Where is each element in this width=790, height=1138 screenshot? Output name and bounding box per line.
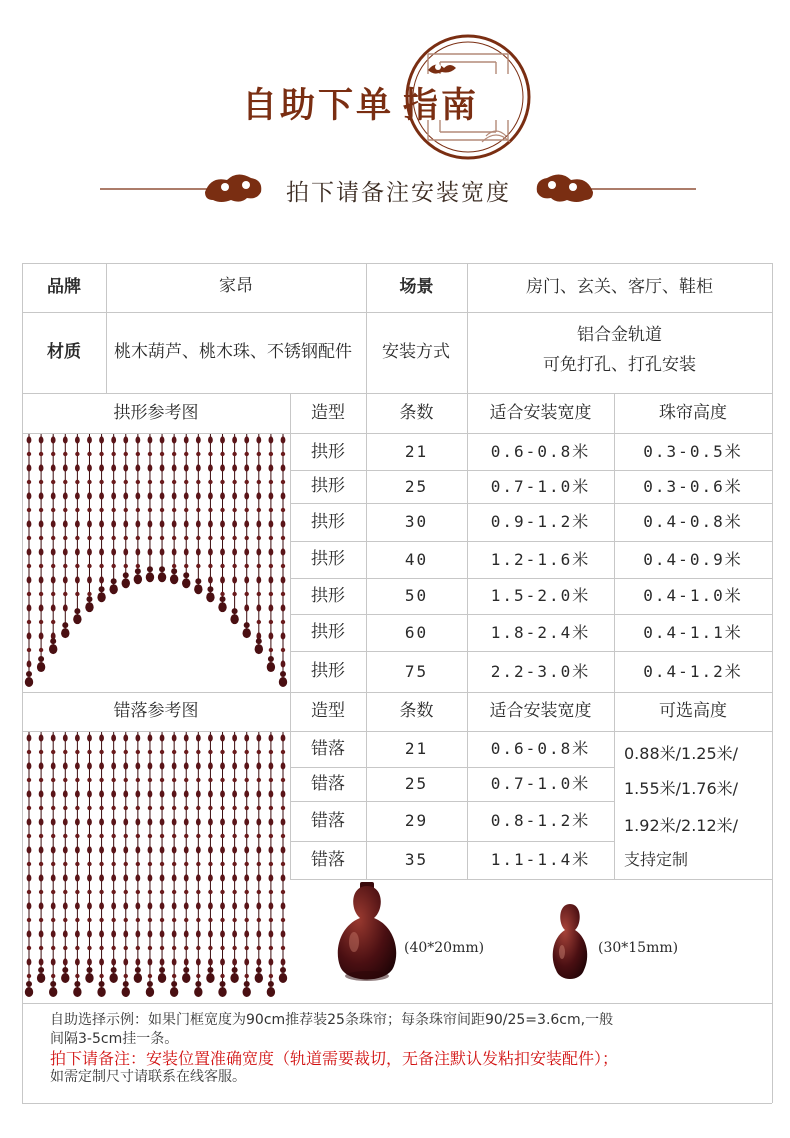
stagger-header-width: 适合安装宽度: [489, 701, 592, 722]
stagger-row-2-col-1: 29: [404, 811, 429, 831]
stagger-reference-label: 错落参考图: [113, 701, 199, 722]
arch-row-5-col-1: 60: [404, 622, 429, 642]
page-title-left: 自助下单: [242, 86, 395, 126]
stagger-row-3-col-0: 错落: [311, 849, 345, 870]
stagger-height-line2: 1.55米/1.76米/: [624, 779, 739, 798]
bead-strand: [49, 434, 57, 654]
cloud-divider-left-icon: [100, 170, 275, 206]
arch-row-6-col-3: 0.4-1.2米: [643, 661, 743, 681]
arch-row-4-col-0: 拱形: [311, 585, 345, 606]
bead-strand: [267, 732, 275, 997]
note-remark-line: 拍下请备注：安装位置准确宽度（轨道需要裁切，无备注默认发粘扣安装配件）；: [50, 1049, 619, 1068]
install-value-line1: 铝合金轨道: [577, 324, 662, 345]
bead-strand: [37, 732, 45, 983]
stagger-row-2-col-2: 0.8-1.2米: [490, 811, 591, 831]
brand-label: 品牌: [47, 277, 81, 298]
arch-row-0-col-0: 拱形: [311, 441, 345, 462]
install-value-line2: 可免打孔、打孔安装: [543, 354, 696, 375]
arch-row-0-col-2: 0.6-0.8米: [490, 442, 591, 462]
arch-header-style: 造型: [311, 402, 345, 423]
bead-strand: [279, 732, 287, 983]
bead-strand: [243, 732, 251, 997]
stagger-row-2-col-0: 错落: [311, 810, 345, 831]
stagger-row-3-col-1: 35: [404, 850, 429, 870]
bead-strand: [146, 434, 154, 582]
arch-curtain-image: [23, 434, 289, 691]
arch-row-2-col-2: 0.9-1.2米: [490, 512, 591, 532]
bead-strand: [182, 732, 190, 983]
note-example-line1: 自助选择示例：如果门框宽度为90cm推荐装25条珠帘；每条珠帘间距90/25=3.6cm,一般: [50, 1012, 614, 1028]
arch-row-6-col-2: 2.2-3.0米: [490, 661, 591, 681]
arch-header-width: 适合安装宽度: [489, 402, 592, 423]
arch-row-4-col-2: 1.5-2.0米: [490, 586, 591, 606]
stagger-height-line4: 支持定制: [624, 850, 689, 869]
bead-strand: [85, 434, 93, 612]
stagger-height-line1: 0.88米/1.25米/: [624, 744, 739, 763]
arch-reference-label: 拱形参考图: [113, 402, 199, 423]
bead-strand: [109, 434, 117, 594]
bead-strand: [97, 732, 105, 997]
stagger-row-0-col-1: 21: [404, 739, 429, 759]
install-label: 安装方式: [382, 342, 450, 363]
arch-header-height: 珠帘高度: [659, 402, 727, 423]
bead-strand: [230, 434, 238, 624]
note-custom-line: 如需定制尺寸请联系在线客服。: [50, 1069, 246, 1085]
stagger-header-style: 造型: [311, 701, 345, 722]
small-bead-size: (30*15mm): [598, 940, 679, 956]
bead-strand: [230, 732, 238, 983]
arch-row-5-col-0: 拱形: [311, 622, 345, 643]
stagger-header-count: 条数: [399, 701, 434, 722]
bead-strand: [255, 732, 263, 983]
scene-value: 房门、玄关、客厅、鞋柜: [526, 277, 713, 298]
arch-row-1-col-3: 0.3-0.6米: [643, 476, 743, 496]
stagger-height-line3: 1.92米/2.12米/: [624, 816, 739, 835]
bead-strand: [146, 732, 154, 997]
arch-row-5-col-2: 1.8-2.4米: [490, 622, 591, 642]
bead-strand: [206, 732, 214, 983]
stagger-row-1-col-1: 25: [404, 774, 429, 794]
page-title-right: 指南: [403, 86, 480, 126]
arch-row-6-col-0: 拱形: [311, 661, 345, 682]
arch-row-3-col-2: 1.2-1.6米: [490, 549, 591, 569]
material-value: 桃木葫芦、桃木珠、不锈钢配件: [114, 342, 352, 363]
bead-strand: [182, 434, 190, 588]
stagger-row-1-col-0: 错落: [311, 773, 345, 794]
bead-strand: [49, 732, 57, 997]
bead-strand: [194, 434, 202, 594]
bead-strand: [194, 732, 202, 997]
bead-strand: [134, 732, 142, 983]
stagger-row-1-col-2: 0.7-1.0米: [490, 774, 591, 794]
bead-strand: [122, 434, 130, 588]
bead-strand: [267, 434, 275, 672]
bead-strand: [25, 732, 33, 997]
arch-header-count: 条数: [399, 402, 434, 423]
bead-strand: [158, 434, 166, 582]
bead-strand: [279, 434, 287, 687]
bead-strand: [73, 732, 81, 997]
bead-strand: [25, 434, 33, 687]
page-subtitle: 拍下请备注安装宽度: [286, 180, 511, 206]
bead-strand: [218, 732, 226, 997]
arch-row-4-col-1: 50: [404, 586, 429, 606]
arch-row-1-col-2: 0.7-1.0米: [490, 476, 591, 496]
bead-strand: [85, 732, 93, 983]
stagger-row-0-col-0: 错落: [311, 738, 345, 759]
arch-row-0-col-3: 0.3-0.5米: [643, 442, 743, 462]
arch-row-2-col-3: 0.4-0.8米: [643, 512, 743, 532]
small-gourd-bead-image: [548, 900, 593, 990]
bead-strand: [61, 434, 69, 638]
arch-row-3-col-0: 拱形: [311, 549, 345, 570]
stagger-curtain-image: [23, 732, 289, 1002]
arch-row-1-col-0: 拱形: [311, 476, 345, 497]
stagger-row-0-col-2: 0.6-0.8米: [490, 739, 591, 759]
bead-strand: [134, 434, 142, 584]
stagger-row-3-col-2: 1.1-1.4米: [490, 850, 591, 870]
brand-value: 家昂: [219, 276, 253, 296]
bead-strand: [170, 732, 178, 997]
bead-strand: [170, 434, 178, 584]
bead-strand: [158, 732, 166, 983]
note-example-line2: 间隔3-5cm挂一条。: [50, 1031, 179, 1047]
ordering-note: [50, 1011, 770, 1087]
bead-strand: [37, 434, 45, 672]
arch-row-1-col-1: 25: [404, 476, 429, 496]
arch-row-4-col-3: 0.4-1.0米: [643, 586, 743, 606]
large-bead-size: (40*20mm): [404, 940, 485, 956]
arch-row-0-col-1: 21: [404, 442, 429, 462]
bead-strand: [206, 434, 214, 602]
large-gourd-bead-image: [330, 880, 406, 1000]
bead-strand: [255, 434, 263, 654]
arch-row-3-col-1: 40: [404, 549, 429, 569]
arch-row-3-col-3: 0.4-0.9米: [643, 549, 743, 569]
bead-strand: [122, 732, 130, 997]
cloud-divider-right-icon: [528, 170, 698, 206]
arch-row-6-col-1: 75: [404, 661, 429, 681]
material-label: 材质: [47, 342, 81, 363]
bead-strand: [109, 732, 117, 983]
bead-strand: [218, 434, 226, 612]
bead-strand: [73, 434, 81, 624]
bead-strand: [97, 434, 105, 602]
bead-strand: [61, 732, 69, 983]
arch-row-2-col-1: 30: [404, 512, 429, 532]
arch-row-5-col-3: 0.4-1.1米: [643, 622, 743, 642]
stagger-header-height: 可选高度: [659, 701, 727, 722]
bead-strand: [243, 434, 251, 638]
arch-row-2-col-0: 拱形: [311, 511, 345, 532]
scene-label: 场景: [399, 277, 434, 298]
